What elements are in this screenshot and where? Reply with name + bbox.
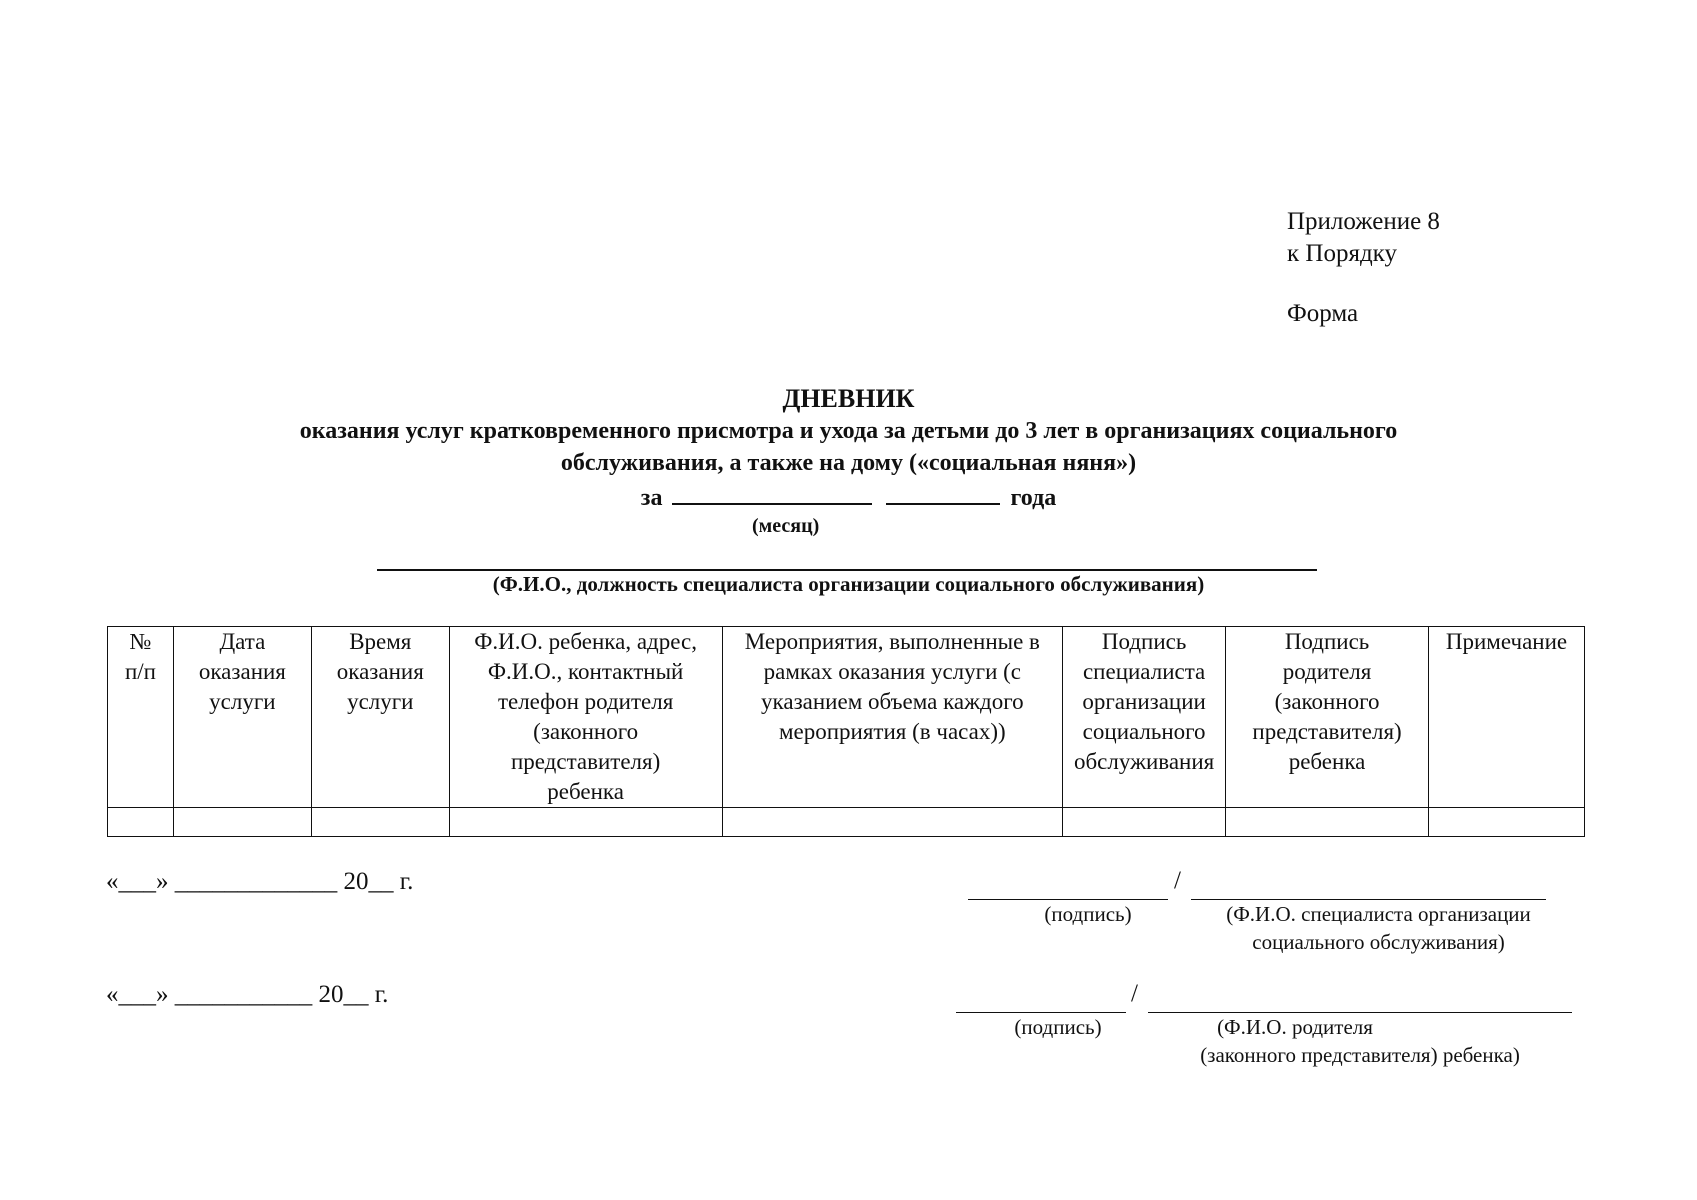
form-label: Форма	[1287, 300, 1359, 327]
table-cell[interactable]	[1063, 808, 1226, 837]
specialist-fio-caption-line-1: (Ф.И.О. специалиста организации	[1226, 902, 1531, 926]
column-header: Время оказания услуги	[311, 627, 449, 808]
parent-fio-caption	[1160, 1013, 1560, 1069]
specialist-caption: (Ф.И.О., должность специалиста организации социального обслуживания)	[492, 572, 1205, 596]
date-field-2[interactable]: «___» ___________ 20__ г.	[106, 981, 389, 1008]
column-header: Примечание	[1429, 627, 1585, 808]
table-cell[interactable]	[1429, 808, 1585, 837]
document-subtitle-line-1: оказания услуг кратковременного присмотра и ухода за детьми до 3 лет в организациях социального	[299, 418, 1398, 444]
appendix-reference: к Порядку	[1287, 240, 1397, 267]
diary-table	[107, 626, 1585, 837]
period-suffix: года	[1010, 485, 1057, 511]
table-cell[interactable]	[722, 808, 1063, 837]
period-prefix: за	[640, 485, 663, 511]
table-cell[interactable]	[173, 808, 311, 837]
signature-separator-1: /	[1174, 867, 1181, 894]
table-header-row	[108, 627, 1585, 808]
month-caption: (месяц)	[752, 515, 820, 537]
signature-caption-1: (подпись)	[1044, 902, 1132, 926]
specialist-fio-caption-line-2: социального обслуживания)	[1252, 930, 1505, 954]
document-subtitle-line-2: обслуживания, а также на дому («социальная няня»)	[560, 450, 1137, 476]
document-title: ДНЕВНИК	[782, 384, 915, 413]
month-blank[interactable]	[672, 481, 872, 505]
specialist-fio-caption	[1191, 900, 1566, 956]
period-line	[0, 481, 1697, 512]
column-header: Подпись специалиста организации социального обслуживания	[1063, 627, 1226, 808]
column-header: № п/п	[108, 627, 174, 808]
appendix-block	[1287, 206, 1440, 330]
table-cell[interactable]	[311, 808, 449, 837]
table-cell[interactable]	[1226, 808, 1429, 837]
signature-caption-2: (подпись)	[1014, 1015, 1102, 1039]
column-header: Подпись родителя (законного представителя) ребенка	[1226, 627, 1429, 808]
table-cell[interactable]	[449, 808, 722, 837]
date-field-1[interactable]: «___» _____________ 20__ г.	[106, 868, 414, 895]
specialist-name-blank[interactable]	[377, 569, 1317, 571]
table-cell[interactable]	[108, 808, 174, 837]
year-blank[interactable]	[886, 481, 1000, 505]
table-row	[108, 808, 1585, 837]
column-header: Дата оказания услуги	[173, 627, 311, 808]
parent-fio-caption-line-2: (законного представителя) ребенка)	[1200, 1043, 1520, 1067]
column-header: Ф.И.О. ребенка, адрес, Ф.И.О., контактный телефон родителя (законного представителя) ребенка	[449, 627, 722, 808]
column-header: Мероприятия, выполненные в рамках оказания услуги (с указанием объема каждого мероприятия (в часах))	[722, 627, 1063, 808]
parent-fio-caption-line-1: (Ф.И.О. родителя	[1217, 1015, 1373, 1039]
appendix-number: Приложение 8	[1287, 208, 1440, 235]
signature-separator-2: /	[1131, 980, 1138, 1007]
